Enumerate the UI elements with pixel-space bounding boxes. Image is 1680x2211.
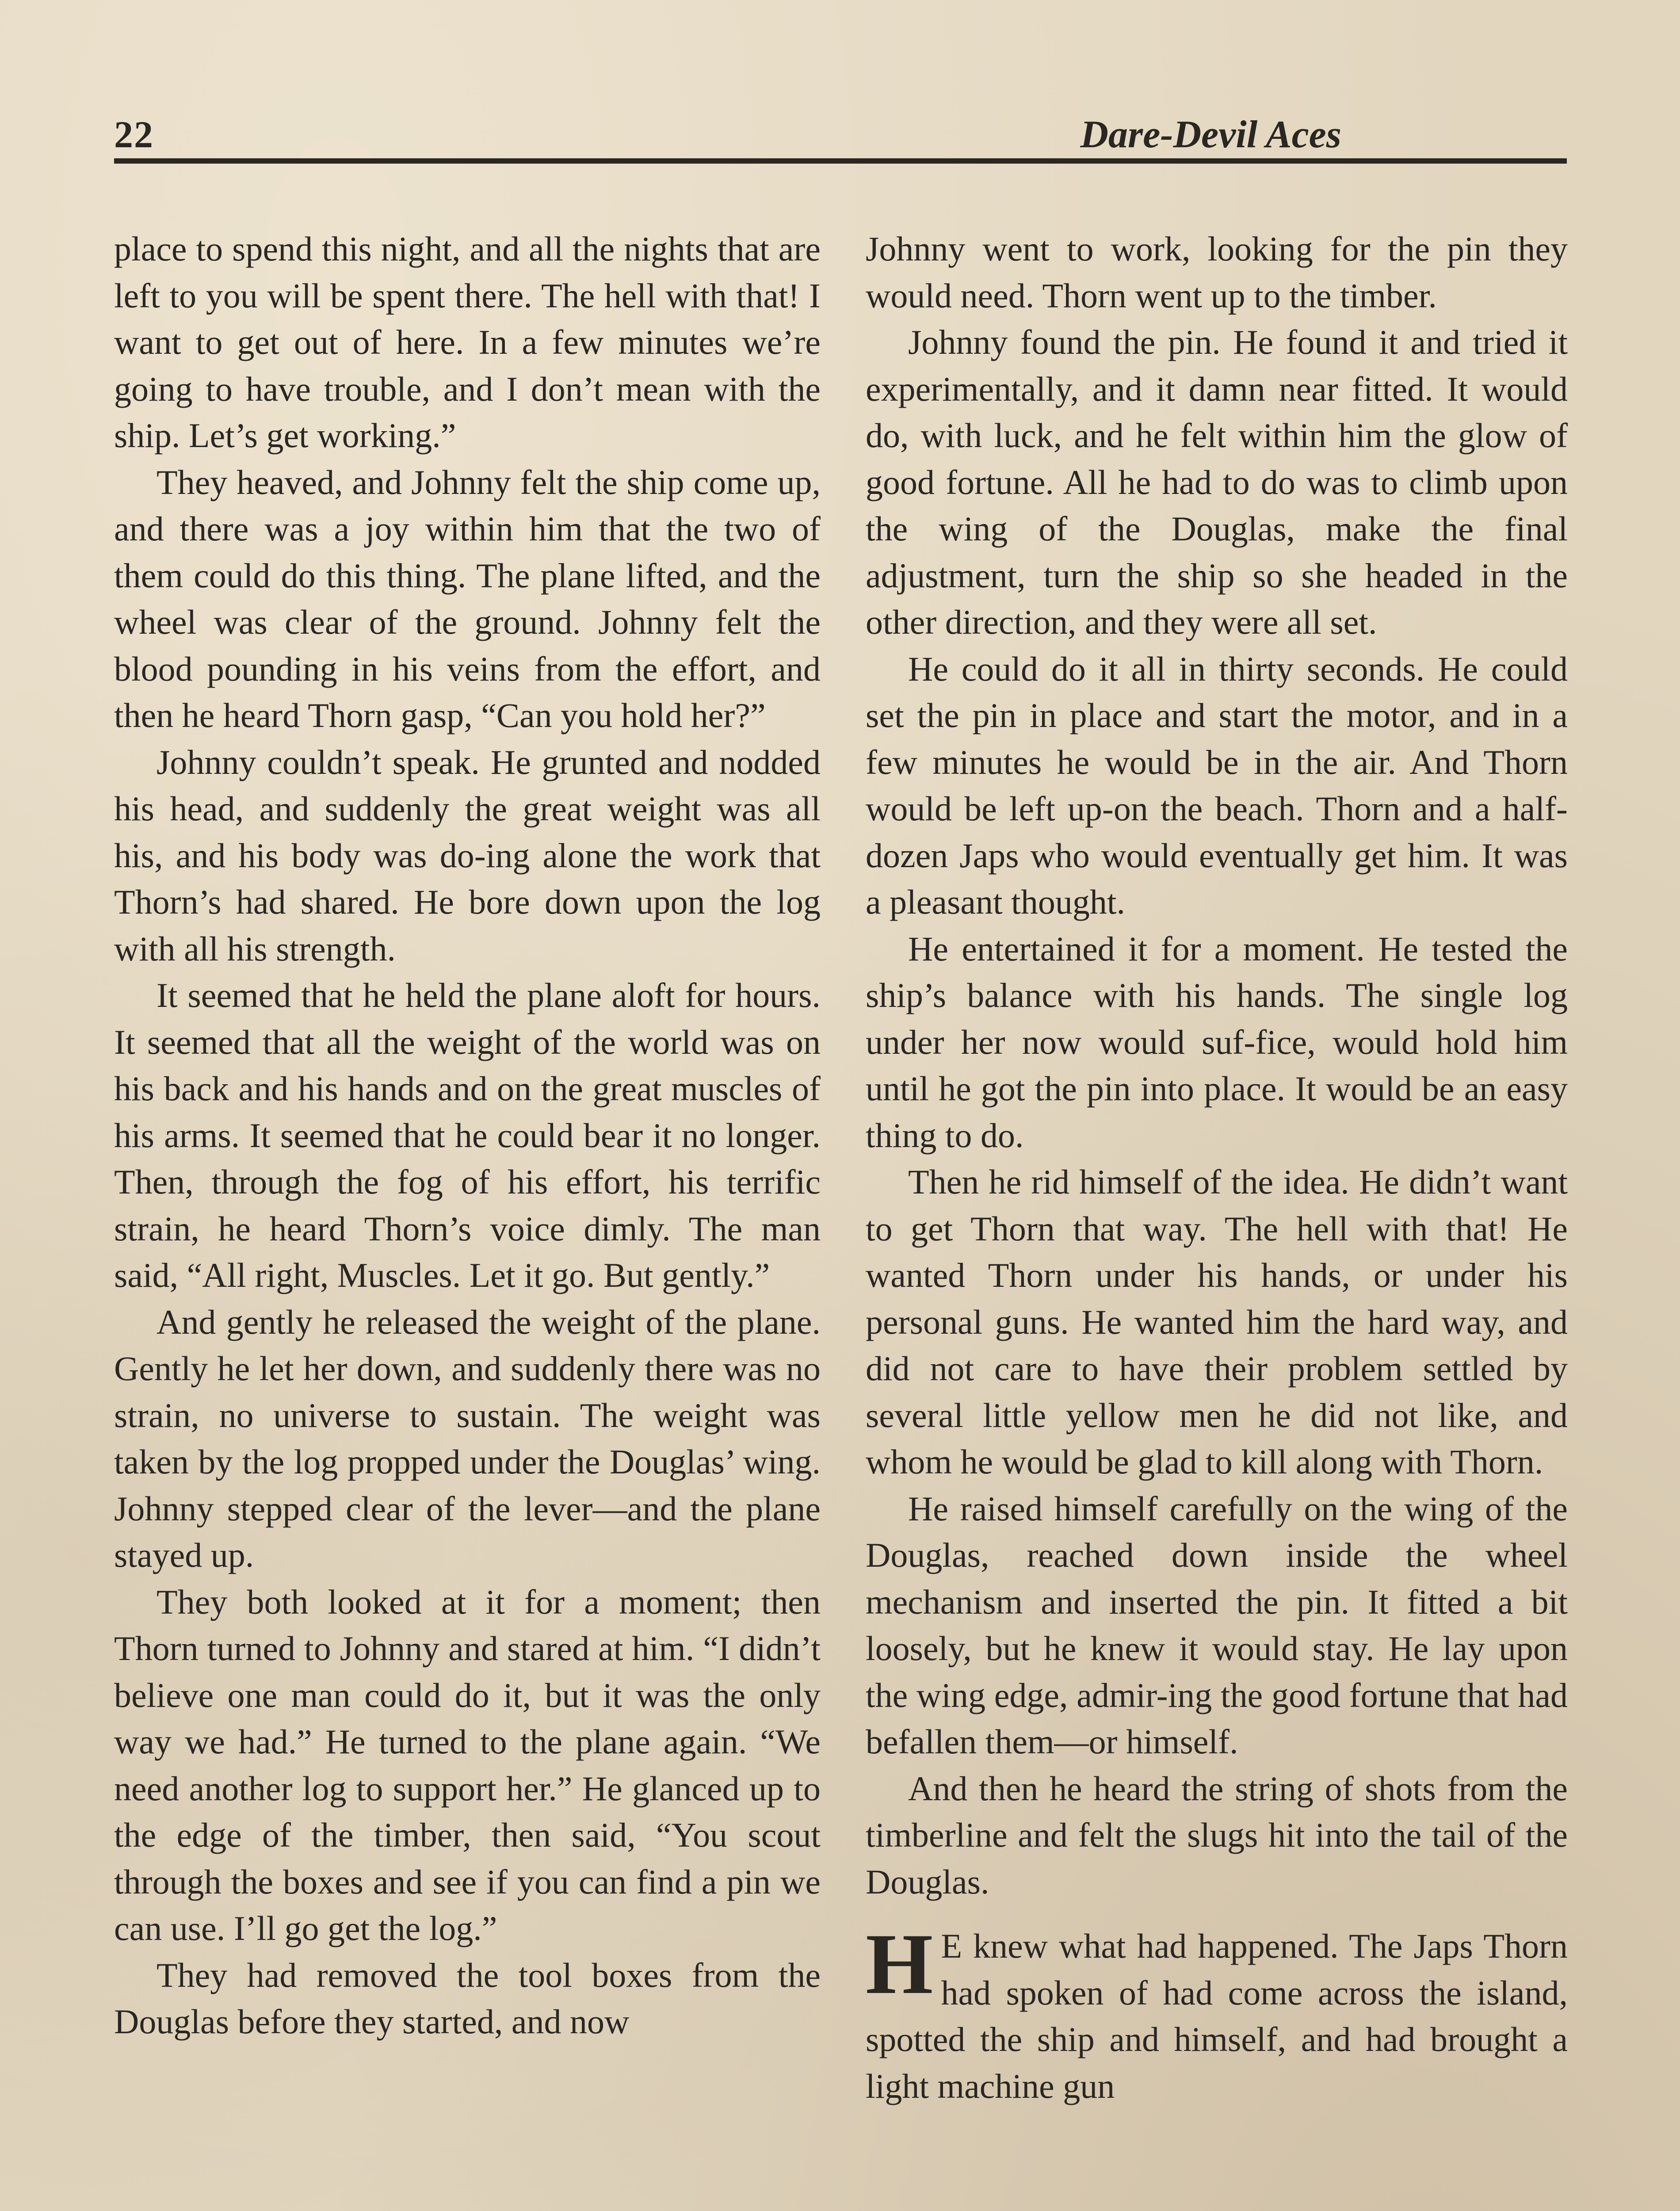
- drop-cap: H: [866, 1916, 933, 2012]
- paragraph: Then he rid himself of the idea. He didn’t want to get Thorn that way. The hell with that! He wanted Thorn under his hands, or under his personal guns. He wanted him the hard way, and did not care to have their problem settled by several little yellow men he did not like, and whom he would be glad to kill along with Thorn.: [866, 1163, 1568, 1481]
- paragraph: They heaved, and Johnny felt the ship come up, and there was a joy within him that the two of them could do this thing. The plane lifted, and the wheel was clear of the ground. Johnny felt the blood pounding in his veins from the effort, and then he heard Thorn gasp, “Can you hold her?”: [114, 463, 821, 734]
- page-number: 22: [114, 113, 154, 156]
- paragraph: It seemed that he held the plane aloft for hours. It seemed that all the weight of the world was on his back and his hands and on the great muscles of his arms. It seemed that he could bear it no longer. Then, through the fog of his effort, his terrific strain, he heard Thorn’s voice dimly. The man said, “All right, Muscles. Let it go. But gently.”: [114, 976, 821, 1294]
- paragraph: Johnny found the pin. He found it and tried it experimentally, and it damn near fitted. It would do, with luck, and he felt within him the glow of good fortune. All he had to do was to climb upon the wing of the Douglas, make the final adjustment, turn the ship so she headed in the other direction, and they were all set.: [866, 323, 1568, 641]
- left-column: [114, 226, 821, 2045]
- paragraph: They had removed the tool boxes from the Douglas before they started, and now: [114, 1955, 821, 2041]
- paragraph: place to spend this night, and all the nights that are left to you will be spent there. The hell with that! I want to get out of here. In a few minutes we’re going to have trouble, and I don’t mean with the ship. Let’s get working.”: [114, 230, 821, 455]
- paragraph: He could do it all in thirty seconds. He could set the pin in place and start the motor, and in a few minutes he would be in the air. And Thorn would be left up-on the beach. Thorn and a half-dozen Japs who would eventually get him. It was a pleasant thought.: [866, 649, 1568, 921]
- right-column: [866, 226, 1568, 2109]
- running-head-title: Dare-Devil Aces: [1080, 113, 1341, 156]
- page-header: [114, 106, 1567, 164]
- paragraph: He raised himself carefully on the wing of the Douglas, reached down inside the wheel mechanism and inserted the pin. It fitted a bit loosely, but he knew it would stay. He lay upon the wing edge, admir-ing the good fortune that had befallen them—or himself.: [866, 1489, 1568, 1761]
- section-start-paragraph: [866, 1916, 1568, 2109]
- paragraph: And gently he released the weight of the plane. Gently he let her down, and suddenly there was no strain, no universe to sustain. The weight was taken by the log propped under the Douglas’ wing. Johnny stepped clear of the lever—and the plane stayed up.: [114, 1302, 821, 1574]
- paragraph: Johnny went to work, looking for the pin they would need. Thorn went up to the timber.: [866, 230, 1568, 315]
- paragraph: Johnny couldn’t speak. He grunted and nodded his head, and suddenly the great weight was all his, and his body was do-ing alone the work that Thorn’s had shared. He bore down upon the log with all his strength.: [114, 742, 821, 968]
- paragraph: And then he heard the string of shots from the timberline and felt the slugs hit into the tail of the Douglas.: [866, 1769, 1568, 1901]
- section-paragraph-text: E knew what had happened. The Japs Thorn had spoken of had come across the island, spotted the ship and himself, and had brought a light machine gun: [866, 1927, 1568, 2105]
- paragraph: He entertained it for a moment. He tested the ship’s balance with his hands. The single log under her now would suf-fice, would hold him until he got the pin into place. It would be an easy thing to do.: [866, 929, 1568, 1155]
- header-rule: [114, 158, 1567, 164]
- paragraph: They both looked at it for a moment; then Thorn turned to Johnny and stared at him. “I didn’t believe one man could do it, but it was the only way we had.” He turned to the plane again. “We need another log to support her.” He glanced up to the edge of the timber, then said, “You scout through the boxes and see if you can find a pin we can use. I’ll go get the log.”: [114, 1582, 821, 1947]
